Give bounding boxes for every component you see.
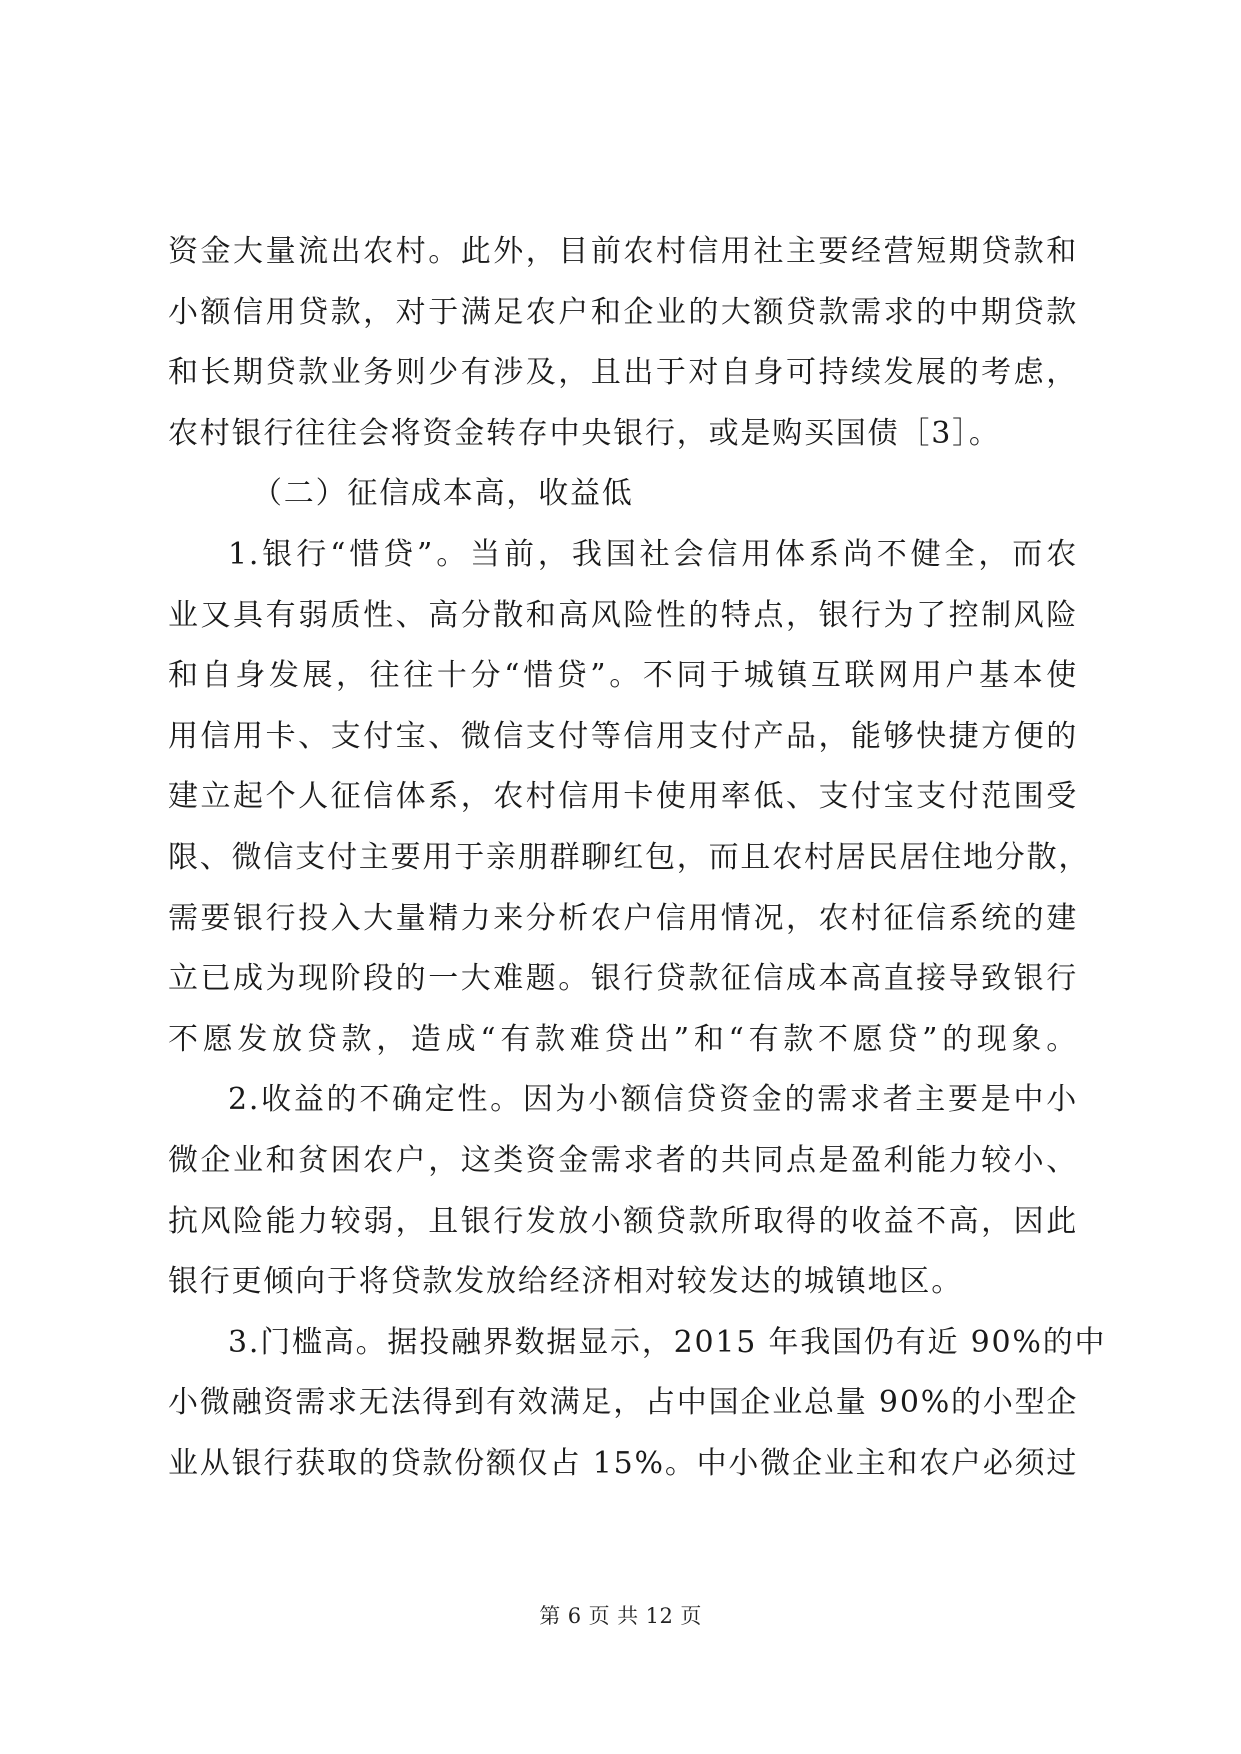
section-heading: （二）征信成本高，收益低 bbox=[252, 476, 634, 512]
text-line: 建立起个人征信体系，农村信用卡使用率低、支付宝支付范围受 bbox=[168, 779, 1078, 815]
text-line: 资金大量流出农村。此外，目前农村信用社主要经营短期贷款和 bbox=[168, 234, 1078, 269]
text-line: 1.银行“惜贷”。当前，我国社会信用体系尚不健全，而农 bbox=[228, 536, 1078, 572]
text-line: 小额信用贷款，对于满足农户和企业的大额贷款需求的中期贷款 bbox=[168, 294, 1078, 330]
text-line: 微企业和贫困农户，这类资金需求者的共同点是盈利能力较小、 bbox=[168, 1142, 1078, 1178]
text-line: 不愿发放贷款，造成“有款难贷出”和“有款不愿贷”的现象。 bbox=[168, 1021, 1078, 1057]
text-line: 立已成为现阶段的一大难题。银行贷款征信成本高直接导致银行 bbox=[168, 961, 1078, 997]
text-line: 需要银行投入大量精力来分析农户信用情况，农村征信系统的建 bbox=[168, 900, 1078, 936]
text-line: 和长期贷款业务则少有涉及，且出于对自身可持续发展的考虑， bbox=[168, 355, 1078, 391]
text-line: 用信用卡、支付宝、微信支付等信用支付产品，能够快捷方便的 bbox=[168, 718, 1078, 754]
text-line: 和自身发展，往往十分“惜贷”。不同于城镇互联网用户基本使 bbox=[168, 658, 1078, 694]
page-number-footer: 第 6 页 共 12 页 bbox=[539, 1604, 702, 1628]
text-line: 银行更倾向于将贷款发放给经济相对较发达的城镇地区。 bbox=[168, 1264, 963, 1300]
text-line: 业又具有弱质性、高分散和高风险性的特点，银行为了控制风险 bbox=[168, 597, 1078, 633]
text-line: 业从银行获取的贷款份额仅占 15%。中小微企业主和农户必须过 bbox=[168, 1445, 1079, 1481]
text-line: 抗风险能力较弱，且银行发放小额贷款所取得的收益不高，因此 bbox=[168, 1203, 1078, 1239]
text-line: 小微融资需求无法得到有效满足，占中国企业总量 90%的小型企 bbox=[168, 1385, 1079, 1421]
text-line: 2.收益的不确定性。因为小额信贷资金的需求者主要是中小 bbox=[228, 1082, 1078, 1118]
body-text bbox=[168, 222, 1107, 1494]
text-line: 农村银行往往会将资金转存中央银行，或是购买国债［3］。 bbox=[168, 415, 1001, 451]
text-line: 3.门槛高。据投融界数据显示，2015 年我国仍有近 90%的中 bbox=[228, 1324, 1107, 1360]
text-line: 限、微信支付主要用于亲朋群聊红包，而且农村居民居住地分散， bbox=[168, 839, 1091, 875]
